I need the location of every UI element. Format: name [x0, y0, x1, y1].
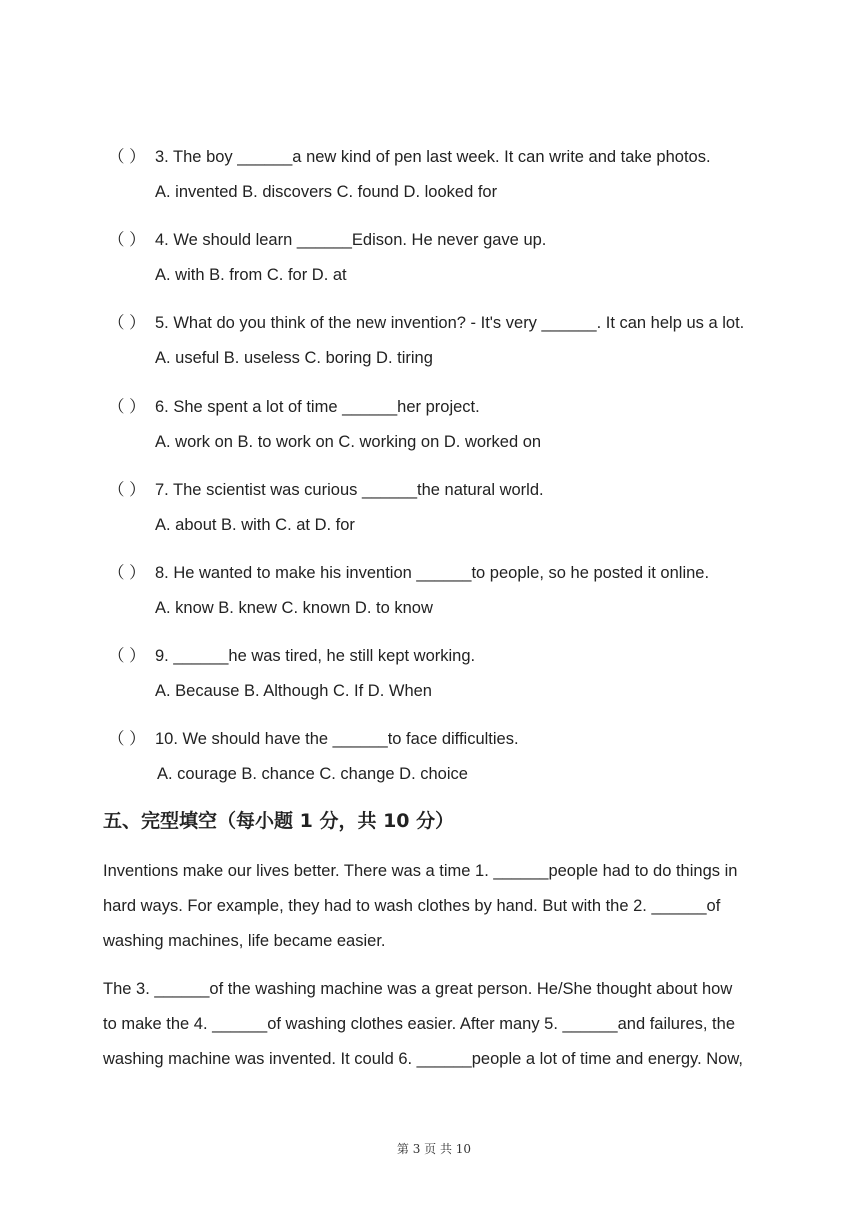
answer-bracket: （ ）	[108, 564, 146, 582]
question-8	[108, 563, 808, 618]
answer-bracket: （ ）	[108, 647, 146, 665]
answer-bracket: （ ）	[108, 231, 146, 249]
question-text: 10. We should have the ______to face difficulties.	[155, 730, 519, 748]
question-stem	[108, 480, 808, 500]
paragraph-line: to make the 4. ______of washing clothes easier. After many 5. ______and failures, the	[103, 1015, 735, 1033]
page-number-footer: 第 3 页 共 10	[396, 1142, 472, 1156]
question-text: 9. ______he was tired, he still kept working.	[155, 647, 476, 665]
answer-bracket: （ ）	[108, 398, 146, 416]
question-stem	[108, 646, 808, 666]
question-options: A. with B. from C. for D. at	[155, 266, 347, 284]
question-text: 7. The scientist was curious ______the natural world.	[155, 481, 544, 499]
paragraph-line: Inventions make our lives better. There was a time 1. ______people had to do things in	[103, 862, 738, 880]
cloze-paragraph-2	[103, 979, 768, 1084]
question-text: 5. What do you think of the new invention? - It's very ______. It can help us a lot.	[155, 314, 745, 332]
question-options: A. invented B. discovers C. found D. looked for	[155, 183, 498, 201]
question-options: A. about B. with C. at D. for	[155, 516, 355, 534]
question-4	[108, 230, 808, 285]
paragraph-line: The 3. ______of the washing machine was a great person. He/She thought about how	[103, 980, 733, 998]
answer-bracket: （ ）	[108, 314, 146, 332]
question-10	[108, 729, 808, 784]
question-options: A. courage B. chance C. change D. choice	[157, 765, 468, 783]
question-stem	[108, 397, 808, 417]
question-options: A. know B. knew C. known D. to know	[155, 599, 433, 617]
paragraph-line: hard ways. For example, they had to wash clothes by hand. But with the 2. ______of	[103, 897, 721, 915]
question-options: A. useful B. useless C. boring D. tiring	[155, 349, 433, 367]
question-stem	[108, 230, 808, 250]
question-options: A. work on B. to work on C. working on D. worked on	[155, 433, 542, 451]
question-text: 6. She spent a lot of time ______her project.	[155, 398, 480, 416]
question-stem	[108, 729, 808, 749]
answer-bracket: （ ）	[108, 730, 146, 748]
section-heading: 五、完型填空（每小题 1 分，共 10 分）	[103, 810, 455, 832]
question-text: 3. The boy ______a new kind of pen last week. It can write and take photos.	[155, 148, 711, 166]
question-text: 8. He wanted to make his invention ______to people, so he posted it online.	[155, 564, 710, 582]
answer-bracket: （ ）	[108, 148, 146, 166]
question-6	[108, 397, 808, 452]
question-5	[108, 313, 808, 368]
question-stem	[108, 563, 808, 583]
question-3	[108, 147, 808, 202]
paragraph-line: washing machines, life became easier.	[103, 932, 386, 950]
question-text: 4. We should learn ______Edison. He never gave up.	[155, 231, 547, 249]
question-stem	[108, 147, 808, 167]
question-9	[108, 646, 808, 701]
question-options: A. Because B. Although C. If D. When	[155, 682, 432, 700]
question-stem	[108, 313, 808, 333]
question-7	[108, 480, 808, 535]
answer-bracket: （ ）	[108, 481, 146, 499]
paragraph-line: washing machine was invented. It could 6. ______people a lot of time and energy. Now,	[103, 1050, 743, 1068]
cloze-paragraph-1	[103, 861, 768, 966]
